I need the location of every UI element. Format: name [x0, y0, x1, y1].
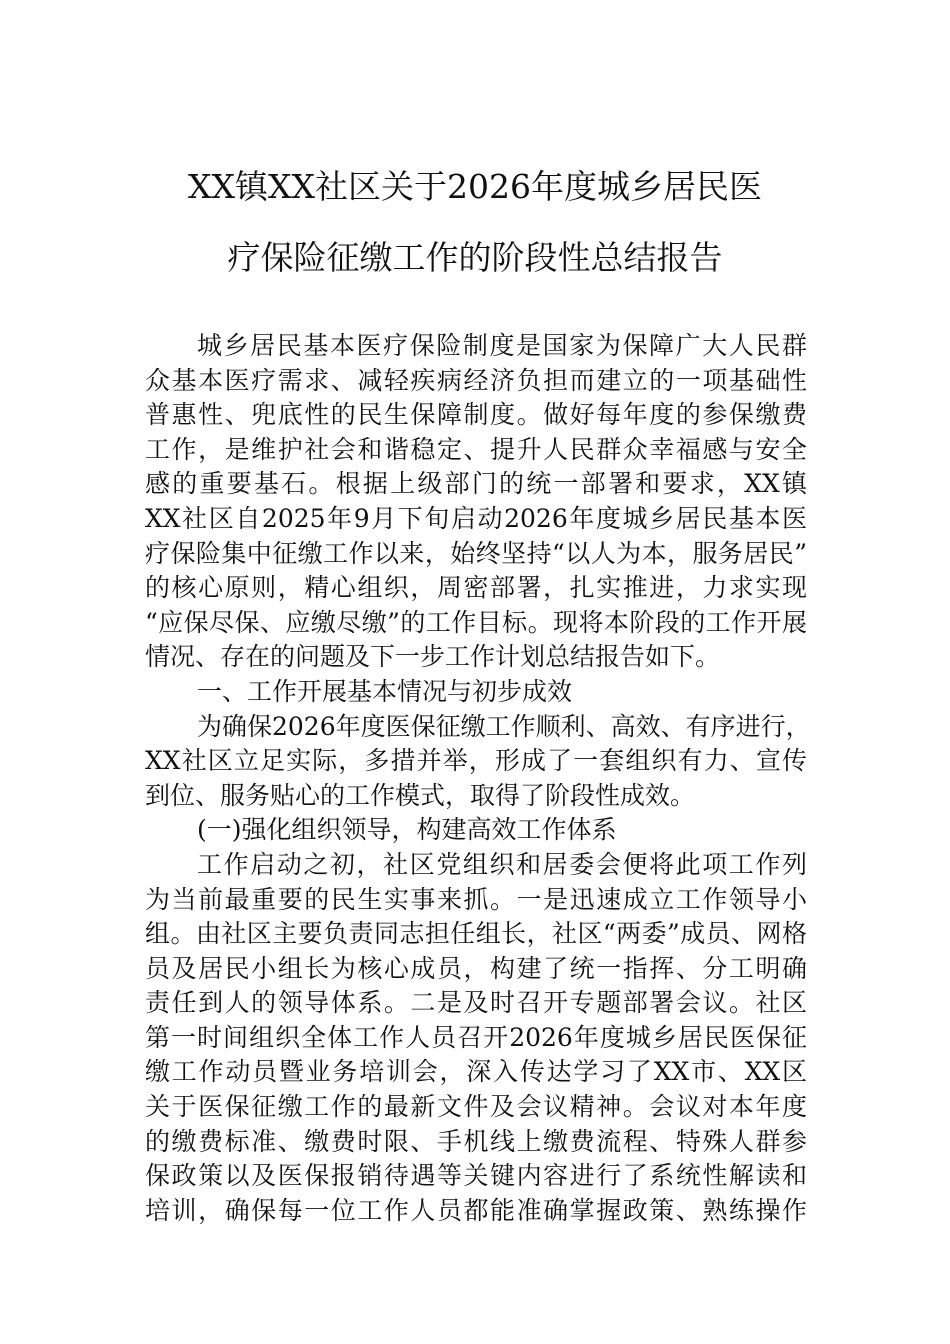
- paragraph-line: 员及居民小组长为核心成员，构建了统一指挥、分工明确: [145, 953, 807, 983]
- paragraph-line: “应保尽保、应缴尽缴”的工作目标。现将本阶段的工作开展: [145, 607, 807, 637]
- paragraph-line: 的缴费标准、缴费时限、手机线上缴费流程、特殊人群参: [145, 1126, 807, 1156]
- paragraph-line: 责任到人的领导体系。二是及时召开专题部署会议。社区: [145, 988, 807, 1018]
- paragraph-line: 工作，是维护社会和谐稳定、提升人民群众幸福感与安全: [145, 434, 807, 464]
- paragraph-line: 缴工作动员暨业务培训会，深入传达学习了XX市、XX区: [145, 1057, 807, 1087]
- paragraph-line: 第一时间组织全体工作人员召开2026年度城乡居民医保征: [145, 1022, 807, 1052]
- paragraph-line: 疗保险集中征缴工作以来，始终坚持“以人为本，服务居民”: [145, 538, 807, 568]
- paragraph-line: 为确保2026年度医保征缴工作顺利、高效、有序进行，: [197, 711, 811, 741]
- paragraph-line: 普惠性、兜底性的民生保障制度。做好每年度的参保缴费: [145, 400, 807, 430]
- document-title-line-2: 疗保险征缴工作的阶段性总结报告: [227, 238, 723, 277]
- document-body: [145, 329, 811, 1228]
- document-title-line-1: XX镇XX社区关于2026年度城乡居民医: [188, 167, 762, 206]
- paragraph-line: 保政策以及医保报销待遇等关键内容进行了系统性解读和: [145, 1161, 807, 1191]
- section-heading: 一、工作开展基本情况与初步成效: [197, 676, 573, 706]
- paragraph-line: XX社区自2025年9月下旬启动2026年度城乡居民基本医: [145, 503, 807, 533]
- paragraph-line: 培训，确保每一位工作人员都能准确掌握政策、熟练操作: [145, 1195, 807, 1225]
- paragraph-line: 众基本医疗需求、减轻疾病经济负担而建立的一项基础性: [145, 365, 807, 395]
- paragraph-line: 关于医保征缴工作的最新文件及会议精神。会议对本年度: [145, 1092, 807, 1122]
- paragraph-line: 的核心原则，精心组织，周密部署，扎实推进，力求实现: [145, 573, 807, 603]
- section-heading: (一)强化组织领导，构建高效工作体系: [197, 815, 617, 845]
- paragraph-line: 感的重要基石。根据上级部门的统一部署和要求，XX镇: [145, 469, 807, 499]
- paragraph-line: 组。由社区主要负责同志担任组长，社区“两委”成员、网格: [145, 919, 807, 949]
- paragraph-line: 城乡居民基本医疗保险制度是国家为保障广大人民群: [197, 331, 807, 360]
- paragraph-line: 到位、服务贴心的工作模式，取得了阶段性成效。: [145, 780, 696, 810]
- paragraph-line: 为当前最重要的民生实事来抓。一是迅速成立工作领导小: [145, 884, 807, 914]
- paragraph-line: XX社区立足实际，多措并举，形成了一套组织有力、宣传: [145, 746, 807, 776]
- paragraph-line: 情况、存在的问题及下一步工作计划总结报告如下。: [145, 642, 721, 672]
- paragraph-line: 工作启动之初，社区党组织和居委会便将此项工作列: [197, 849, 807, 879]
